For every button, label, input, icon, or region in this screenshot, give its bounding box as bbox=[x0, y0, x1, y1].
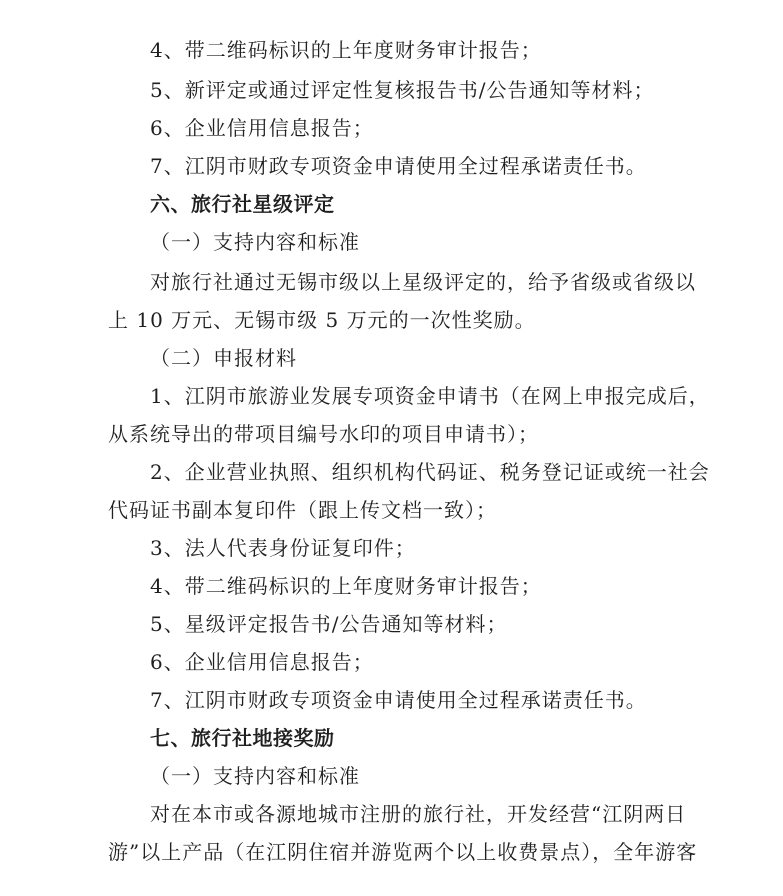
list-item: 4、带二维码标识的上年度财务审计报告； bbox=[150, 38, 542, 62]
list-item: 4、带二维码标识的上年度财务审计报告； bbox=[150, 574, 542, 598]
list-item: 6、企业信用信息报告； bbox=[150, 650, 374, 674]
list-item: 7、江阴市财政专项资金申请使用全过程承诺责任书。 bbox=[150, 688, 647, 712]
subsection-heading: （二）申报材料 bbox=[150, 346, 297, 370]
list-item: 1、江阴市旅游业发展专项资金申请书（在网上申报完成后， bbox=[150, 384, 710, 408]
body-paragraph-continuation: 游”以上产品（在江阴住宿并游览两个以上收费景点），全年游客 bbox=[108, 840, 698, 864]
list-item: 3、法人代表身份证复印件； bbox=[150, 536, 416, 560]
subsection-heading: （一）支持内容和标准 bbox=[150, 230, 360, 254]
list-item: 2、企业营业执照、组织机构代码证、税务登记证或统一社会 bbox=[150, 460, 710, 484]
section-heading: 六、旅行社星级评定 bbox=[150, 192, 335, 216]
subsection-heading: （一）支持内容和标准 bbox=[150, 764, 360, 788]
list-item: 5、新评定或通过评定性复核报告书/公告通知等材料； bbox=[150, 78, 655, 102]
list-item: 7、江阴市财政专项资金申请使用全过程承诺责任书。 bbox=[150, 154, 647, 178]
body-paragraph: 对旅行社通过无锡市级以上星级评定的，给予省级或省级以 bbox=[150, 270, 696, 294]
section-heading: 七、旅行社地接奖励 bbox=[150, 726, 335, 750]
list-item: 6、企业信用信息报告； bbox=[150, 116, 374, 140]
list-item: 5、星级评定报告书/公告通知等材料； bbox=[150, 612, 508, 636]
list-item-continuation: 代码证书副本复印件（跟上传文档一致）； bbox=[108, 498, 497, 522]
body-paragraph: 对在本市或各源地城市注册的旅行社，开发经营“江阴两日 bbox=[150, 802, 687, 826]
body-paragraph-continuation: 上 10 万元、无锡市级 5 万元的一次性奖励。 bbox=[108, 308, 536, 332]
list-item-continuation: 从系统导出的带项目编号水印的项目申请书）； bbox=[108, 422, 539, 446]
